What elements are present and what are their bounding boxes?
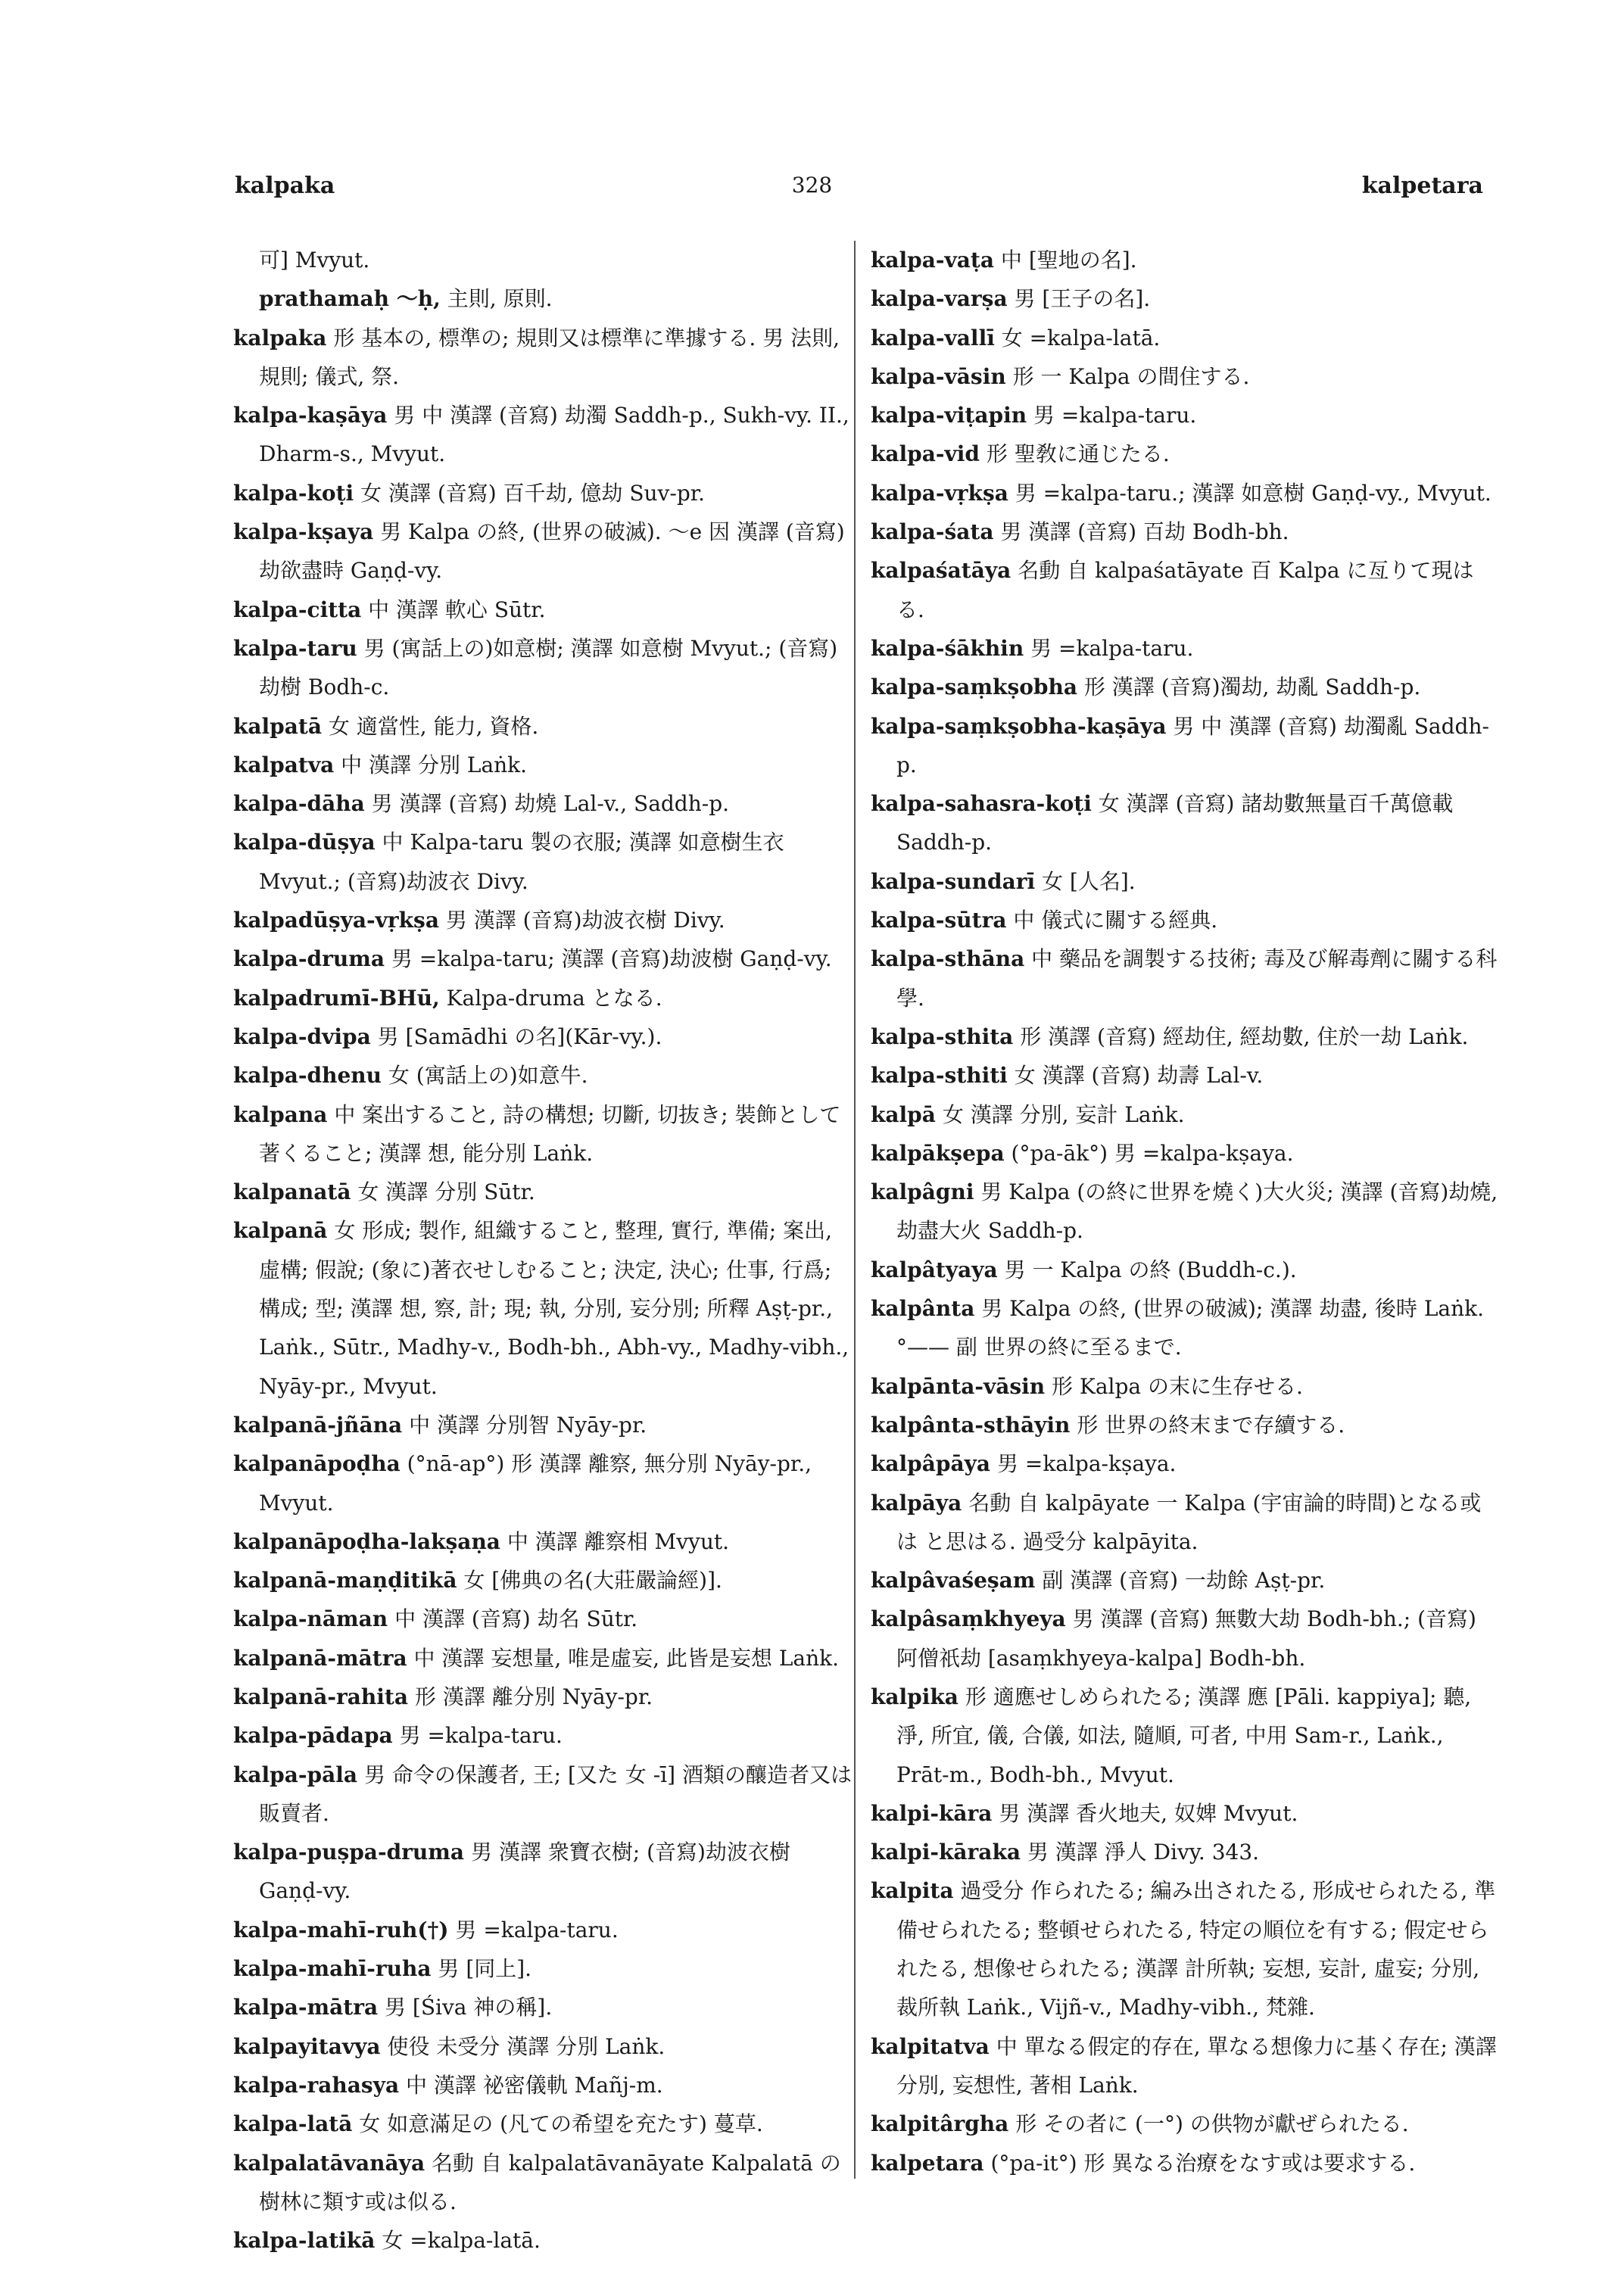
entry-headword: kalpā: [871, 1101, 936, 1127]
dictionary-entry: [233, 1756, 854, 1833]
entry-headword: kalpa-sūtra: [871, 908, 1007, 933]
entry-definition: 男 =kalpa-kṣaya.: [996, 1451, 1177, 1477]
entry-definition: 男 [王子の名].: [1014, 286, 1151, 312]
dictionary-entry: [871, 1173, 1499, 1251]
right-guide-word: kalpetara: [1361, 173, 1483, 199]
dictionary-entry: [871, 1017, 1499, 1056]
dictionary-entry: [871, 629, 1499, 668]
entry-definition: 形 適應せしめられたる; 漢譯 應 [Pāli. kappiya]; 聽, 淨, 所宜, 儀, 合儀, 如法, 隨順, 可者, 中用 Sam-r., Laṅk., Prāt-m., Bodh-bh., Mvyut.: [896, 1684, 1472, 1787]
entry-definition: 形 世界の終末まで存續する.: [1077, 1412, 1345, 1438]
dictionary-entry: [233, 1600, 854, 1638]
dictionary-entry: [233, 590, 854, 629]
entry-definition: 男 [Śiva 神の稱].: [385, 1995, 553, 2020]
entry-definition: 男 中 漢譯 (音寫) 劫濁亂 Saddh-p.: [896, 713, 1489, 777]
entry-headword: kalpa-pāla: [233, 1762, 358, 1787]
entry-headword: kalpânta-sthāyin: [871, 1412, 1071, 1438]
entry-definition: 中 案出すること, 詩の構想; 切斷, 切抜き; 裝飾として著くること; 漢譯 想, 能分別 Laṅk.: [259, 1101, 841, 1166]
dictionary-entry: [871, 1871, 1499, 2027]
entry-headword: kalpa-kṣaya: [233, 519, 374, 545]
entry-headword: kalpa-druma: [233, 946, 385, 972]
entry-headword: kalpa-koṭi: [233, 480, 354, 506]
entry-headword: kalpadrumī-BHū,: [233, 985, 440, 1011]
entry-headword: kalpa-śākhin: [871, 635, 1024, 661]
entry-definition: 男 =kalpa-taru.; 漢譯 如意樹 Gaṇḍ-vy., Mvyut.: [1015, 480, 1492, 506]
entry-definition: 女 =kalpa-latā.: [1001, 325, 1161, 350]
entry-headword: kalpitatva: [871, 2033, 990, 2059]
dictionary-entry: [233, 1444, 854, 1522]
dictionary-entry: [871, 2144, 1499, 2182]
entry-definition: 女 (寓話上の)如意牛.: [388, 1063, 588, 1089]
entry-headword: kalpa-śata: [871, 519, 994, 545]
dictionary-entry: [233, 1911, 854, 1949]
dictionary-entry: [871, 1367, 1499, 1406]
entry-definition: 可] Mvyut.: [259, 248, 370, 273]
entry-definition: 中 漢譯 軟心 Sūtr.: [368, 597, 546, 622]
entry-definition: 男 漢譯 (音寫) 百劫 Bodh-bh.: [1000, 519, 1289, 545]
dictionary-entry: [233, 1095, 854, 1173]
dictionary-entry: [871, 1251, 1499, 1289]
entry-definition: 男 漢譯 香火地夫, 奴婢 Mvyut.: [999, 1800, 1298, 1826]
entry-definition: 男 [同上].: [438, 1956, 532, 1982]
page-number: 328: [791, 173, 833, 198]
dictionary-entry: [871, 1794, 1499, 1833]
entry-definition: 形 一 Kalpa の間住する.: [1012, 363, 1250, 389]
dictionary-entry: [233, 1988, 854, 2027]
entry-definition: 中 漢譯 祕密儀軌 Mañj-m.: [406, 2072, 663, 2098]
entry-headword: kalpanā-mātra: [233, 1645, 407, 1671]
entry-definition: 女 漢譯 (音寫) 劫壽 Lal-v.: [1014, 1063, 1264, 1089]
dictionary-entry: [233, 2144, 854, 2222]
dictionary-entry: [233, 319, 854, 397]
entry-definition: 男 =kalpa-taru.: [1030, 635, 1194, 661]
entry-definition: (°pa-it°) 形 異なる治療をなす或は要求する.: [990, 2150, 1416, 2176]
entry-definition: 形 漢譯 離分別 Nyāy-pr.: [414, 1684, 653, 1709]
entry-headword: kalpa-latikā: [233, 2228, 376, 2254]
dictionary-entry: [871, 1095, 1499, 1134]
dictionary-entry: [233, 901, 854, 939]
entry-definition: 過受分 作られたる; 編み出されたる, 形成せられたる, 準備せられたる; 整頓せられたる, 特定の順位を有する; 假定せられたる, 想像せられたる; 漢譯 計所執; 妄想, 妄計, 虛妄; 分別, 裁所執 Laṅk., Vijñ-v., Madhy-vibh., 梵雜.: [896, 1878, 1496, 2020]
entry-headword: kalpa-taru: [233, 635, 357, 661]
entry-definition: 女 [佛典の名(大莊嚴論經)].: [463, 1568, 722, 1594]
entry-headword: kalpa-latā: [233, 2111, 353, 2137]
right-column: [871, 241, 1499, 2182]
entry-headword: kalpika: [871, 1684, 959, 1709]
dictionary-entry: [233, 1716, 854, 1755]
dictionary-entry: [233, 1561, 854, 1600]
dictionary-entry: [871, 1406, 1499, 1444]
dictionary-entry: [233, 396, 854, 474]
dictionary-entry: [871, 1289, 1499, 1367]
entry-definition: 中 漢譯 離察相 Mvyut.: [507, 1528, 730, 1554]
entry-headword: kalpanāpoḍha-lakṣaṇa: [233, 1528, 500, 1554]
entry-headword: kalpâgni: [871, 1179, 974, 1205]
entry-definition: 中 漢譯 妄想量, 唯是虛妄, 此皆是妄想 Laṅk.: [413, 1645, 840, 1671]
entry-headword: kalpa-saṃkṣobha-kaṣāya: [871, 713, 1167, 739]
entry-definition: 男 =kalpa-taru.: [1033, 403, 1197, 428]
entry-definition: 女 漢譯 分別, 妄計 Laṅk.: [942, 1101, 1185, 1127]
dictionary-entry: [233, 241, 854, 279]
dictionary-entry: [233, 1173, 854, 1211]
dictionary-entry: [233, 746, 854, 784]
dictionary-entry: [871, 1600, 1499, 1678]
entry-headword: kalpaka: [233, 325, 327, 350]
dictionary-entry: [233, 1406, 854, 1444]
entry-headword: kalpa-nāman: [233, 1606, 388, 1632]
entry-headword: kalpa-citta: [233, 597, 362, 622]
entry-headword: kalpa-saṃkṣobha: [871, 675, 1077, 700]
entry-headword: kalpita: [871, 1878, 954, 1904]
entry-definition: 中 漢譯 (音寫) 劫名 Sūtr.: [394, 1606, 638, 1632]
entry-headword: kalpanatā: [233, 1179, 351, 1205]
dictionary-entry: [871, 279, 1499, 318]
entry-definition: 男 一 Kalpa の終 (Buddh-c.).: [1004, 1257, 1297, 1282]
entry-headword: kalpa-sahasra-koṭi: [871, 791, 1092, 817]
entry-headword: kalpadūṣya-vṛkṣa: [233, 908, 439, 933]
entry-definition: 男 [Samādhi の名](Kār-vy.).: [377, 1023, 662, 1049]
entry-definition: 主則, 原則.: [447, 286, 553, 312]
entry-headword: kalpākṣepa: [871, 1140, 1005, 1166]
entry-headword: kalpâsaṃkhyeya: [871, 1606, 1066, 1632]
entry-headword: kalpa-dāha: [233, 791, 365, 817]
entry-headword: kalpāya: [871, 1490, 962, 1516]
entry-headword: kalpa-sthiti: [871, 1063, 1008, 1089]
entry-definition: 男 命令の保護者, 王; [又た 女 -ī] 酒類の釀造者又は販賣者.: [259, 1762, 852, 1826]
dictionary-entry: [233, 1833, 854, 1911]
entry-definition: 男 漢譯 (音寫)劫波衣樹 Divy.: [445, 908, 725, 933]
entry-definition: 名動 自 kalpāyate 一 Kalpa (宇宙論的時間)となる或は と思はる. 過受分 kalpāyita.: [896, 1490, 1482, 1554]
entry-definition: (°pa-āk°) 男 =kalpa-kṣaya.: [1011, 1140, 1294, 1166]
entry-headword: kalpatva: [233, 752, 335, 777]
entry-headword: kalpa-mātra: [233, 1995, 379, 2020]
entry-definition: 女 漢譯 分別 Sūtr.: [357, 1179, 535, 1205]
entry-definition: 男 Kalpa の終, (世界の破滅); 漢譯 劫盡, 後時 Laṅk. °—— 副 世界の終に至るまで.: [896, 1296, 1485, 1360]
dictionary-entry: [871, 901, 1499, 939]
entry-headword: kalpanā-jñāna: [233, 1412, 403, 1438]
entry-definition: 形 漢譯 (音寫)濁劫, 劫亂 Saddh-p.: [1083, 675, 1421, 700]
dictionary-entry: [233, 707, 854, 746]
entry-headword: kalpa-dvipa: [233, 1023, 371, 1049]
entry-definition: 名動 自 kalpaśatāyate 百 Kalpa に亙りて現はる.: [896, 558, 1474, 622]
entry-headword: kalpa-sthāna: [871, 946, 1025, 972]
dictionary-entry: [233, 2105, 854, 2143]
dictionary-entry: [233, 512, 854, 590]
entry-definition: 女 漢譯 (音寫) 百千劫, 億劫 Suv-pr.: [360, 480, 705, 506]
dictionary-entry: [871, 1833, 1499, 1871]
entry-headword: kalpa-mahī-ruha: [233, 1956, 432, 1982]
entry-headword: kalpanā: [233, 1218, 328, 1244]
dictionary-entry: [871, 396, 1499, 435]
dictionary-entry: [233, 2027, 854, 2066]
entry-definition: 男 漢譯 (音寫) 無數大劫 Bodh-bh.; (音寫) 阿僧祇劫 [asaṃkhyeya-kalpa] Bodh-bh.: [896, 1606, 1476, 1671]
entry-definition: 女 適當性, 能力, 資格.: [328, 713, 539, 739]
dictionary-entry: [871, 1484, 1499, 1562]
dictionary-entry: [871, 2027, 1499, 2105]
dictionary-entry: [871, 862, 1499, 901]
entry-headword: kalpa-dhenu: [233, 1063, 382, 1089]
dictionary-entry: [233, 279, 854, 318]
entry-headword: kalpana: [233, 1101, 328, 1127]
entry-headword: kalpâvaśeṣam: [871, 1568, 1036, 1594]
entry-definition: 男 漢譯 淨人 Divy. 343.: [1027, 1840, 1260, 1865]
dictionary-entry: [871, 435, 1499, 473]
dictionary-entry: [233, 1522, 854, 1561]
dictionary-entry: [871, 668, 1499, 706]
dictionary-entry: [871, 319, 1499, 357]
dictionary-entry: [871, 1134, 1499, 1173]
dictionary-entry: [233, 1056, 854, 1095]
dictionary-entry: [871, 707, 1499, 785]
entry-definition: 男 Kalpa (の終に世界を燒く)大火災; 漢譯 (音寫)劫燒, 劫盡大火 Saddh-p.: [896, 1179, 1498, 1244]
entry-headword: kalpa-vallī: [871, 325, 995, 350]
dictionary-entry: [233, 629, 854, 707]
entry-headword: kalpa-viṭapin: [871, 403, 1027, 428]
entry-headword: kalpâpāya: [871, 1451, 991, 1477]
dictionary-entry: [233, 939, 854, 978]
entry-headword: kalpatā: [233, 713, 322, 739]
entry-definition: 形 聖敎に通じたる.: [986, 441, 1170, 467]
entry-definition: 中 儀式に關する經典.: [1013, 908, 1218, 933]
entry-headword: kalpa-sundarī: [871, 868, 1036, 894]
entry-definition: 名動 自 kalpalatāvanāyate Kalpalatā の樹林に類す或は似る.: [259, 2150, 841, 2214]
dictionary-entry: [871, 2105, 1499, 2143]
entry-definition: 中 漢譯 分別智 Nyāy-pr.: [409, 1412, 647, 1438]
dictionary-entry: [233, 1211, 854, 1405]
column-divider: [854, 241, 856, 2179]
dictionary-entry: [871, 1561, 1499, 1600]
dictionary-entry: [871, 1444, 1499, 1483]
entry-headword: kalpitârgha: [871, 2111, 1009, 2137]
entry-definition: 男 漢譯 衆寶衣樹; (音寫)劫波衣樹 Gaṇḍ-vy.: [259, 1840, 790, 1904]
dictionary-entry: [233, 474, 854, 512]
entry-definition: 中 漢譯 分別 Laṅk.: [341, 752, 528, 777]
entry-definition: 男 (寓話上の)如意樹; 漢譯 如意樹 Mvyut.; (音寫)劫樹 Bodh-c.: [259, 635, 838, 700]
dictionary-entry: [871, 357, 1499, 396]
entry-headword: kalpa-dūṣya: [233, 830, 376, 855]
entry-headword: kalpa-varṣa: [871, 286, 1008, 312]
dictionary-entry: [871, 241, 1499, 279]
entry-headword: kalpetara: [871, 2150, 984, 2176]
entry-headword: kalpa-pādapa: [233, 1723, 393, 1749]
entry-definition: 形 基本の, 標準の; 規則又は標準に準據する. 男 法則, 規則; 儀式, 祭.: [259, 325, 840, 389]
entry-definition: 形 Kalpa の末に生存せる.: [1052, 1373, 1303, 1399]
entry-headword: kalpaśatāya: [871, 558, 1011, 584]
entry-headword: kalpa-vaṭa: [871, 248, 995, 273]
entry-headword: kalpa-kaṣāya: [233, 403, 388, 428]
entry-definition: 女 形成; 製作, 組織すること, 整理, 實行, 準備; 案出, 虛構; 假說; (象に)著衣せしむること; 決定, 決心; 仕事, 行爲; 構成; 型; 漢譯 想, 察, 計; 現; 執, 分別, 妄分別; 所釋 Aṣṭ-pr., Laṅk., Sūtr., Madhy-v., Bodh-bh., Abh-vy., Madhy-vibh., Nyāy-pr., Mvyut.: [259, 1218, 849, 1399]
entry-definition: 男 =kalpa-taru.: [399, 1723, 563, 1749]
entry-definition: 中 Kalpa-taru 製の衣服; 漢譯 如意樹生衣 Mvyut.; (音寫)劫波衣 Divy.: [259, 830, 784, 894]
entry-definition: 男 =kalpa-taru.: [455, 1917, 619, 1943]
entry-definition: 男 中 漢譯 (音寫) 劫濁 Saddh-p., Sukh-vy. II., Dharm-s., Mvyut.: [259, 403, 849, 467]
entry-definition: 中 [聖地の名].: [1000, 248, 1137, 273]
dictionary-entry: [871, 784, 1499, 862]
dictionary-entry: [871, 939, 1499, 1017]
dictionary-entry: [233, 784, 854, 823]
dictionary-entry: [233, 1639, 854, 1678]
entry-definition: 女 如意滿足の (凡ての希望を充たす) 蔓草.: [359, 2111, 763, 2137]
entry-headword: kalpâtyaya: [871, 1257, 998, 1282]
entry-headword: kalpa-vid: [871, 441, 980, 467]
entry-headword: kalpi-kāraka: [871, 1840, 1021, 1865]
dictionary-entry: [871, 551, 1499, 629]
dictionary-entry: [871, 512, 1499, 551]
entry-definition: 女 =kalpa-latā.: [382, 2228, 541, 2254]
entry-headword: kalpānta-vāsin: [871, 1373, 1046, 1399]
entry-headword: kalpanāpoḍha: [233, 1451, 401, 1477]
dictionary-entry: [233, 2066, 854, 2105]
dictionary-entry: [233, 823, 854, 901]
dictionary-entry: [871, 1678, 1499, 1794]
entry-definition: 中 藥品を調製する技術; 毒及び解毒劑に關する科學.: [896, 946, 1498, 1011]
entry-definition: 使役 未受分 漢譯 分別 Laṅk.: [387, 2033, 665, 2059]
dictionary-entry: [233, 1678, 854, 1716]
dictionary-entry: [233, 1017, 854, 1056]
entry-definition: Kalpa-druma となる.: [446, 985, 662, 1011]
entry-definition: 副 漢譯 (音寫) 一劫餘 Aṣṭ-pr.: [1042, 1568, 1326, 1594]
entry-headword: kalpânta: [871, 1296, 975, 1322]
entry-headword: kalpa-puṣpa-druma: [233, 1840, 465, 1865]
entry-headword: kalpalatāvanāya: [233, 2150, 425, 2176]
entry-definition: (°nā-ap°) 形 漢譯 離察, 無分別 Nyāy-pr., Mvyut.: [259, 1451, 812, 1516]
entry-definition: 男 Kalpa の終, (世界の破滅). ～e 因 漢譯 (音寫) 劫欲盡時 Gaṇḍ-vy.: [259, 519, 845, 584]
entry-definition: 中 單なる假定的存在, 單なる想像力に基く存在; 漢譯 分別, 妄想性, 著相 Laṅk.: [896, 2033, 1497, 2098]
entry-headword: prathamaḥ ～ḥ,: [259, 286, 441, 312]
entry-definition: 女 [人名].: [1042, 868, 1136, 894]
dictionary-entry: [871, 474, 1499, 512]
entry-definition: 男 =kalpa-taru; 漢譯 (音寫)劫波樹 Gaṇḍ-vy.: [391, 946, 832, 972]
entry-headword: kalpayitavya: [233, 2033, 381, 2059]
dictionary-entry: [871, 1056, 1499, 1095]
entry-definition: 形 漢譯 (音寫) 經劫住, 經劫數, 住於一劫 Laṅk.: [1020, 1023, 1469, 1049]
dictionary-entry: [233, 2221, 854, 2260]
entry-definition: 形 その者に (一°) の供物が獻ぜられたる.: [1015, 2111, 1409, 2137]
dictionary-entry: [233, 1949, 854, 1988]
left-guide-word: kalpaka: [235, 173, 335, 199]
entry-headword: kalpanā-maṇḍitikā: [233, 1568, 457, 1594]
entry-headword: kalpa-sthita: [871, 1023, 1014, 1049]
left-column: [233, 241, 854, 2260]
dictionary-entry: [233, 979, 854, 1017]
entry-headword: kalpa-vṛkṣa: [871, 480, 1008, 506]
entry-headword: kalpanā-rahita: [233, 1684, 408, 1709]
entry-definition: 男 漢譯 (音寫) 劫燒 Lal-v., Saddh-p.: [371, 791, 730, 817]
entry-headword: kalpa-rahasya: [233, 2072, 400, 2098]
entry-definition: 女 漢譯 (音寫) 諸劫數無量百千萬億載 Saddh-p.: [896, 791, 1454, 855]
entry-headword: kalpa-vāsin: [871, 363, 1006, 389]
entry-headword: kalpi-kāra: [871, 1800, 993, 1826]
entry-headword: kalpa-mahī-ruh(†): [233, 1917, 449, 1943]
